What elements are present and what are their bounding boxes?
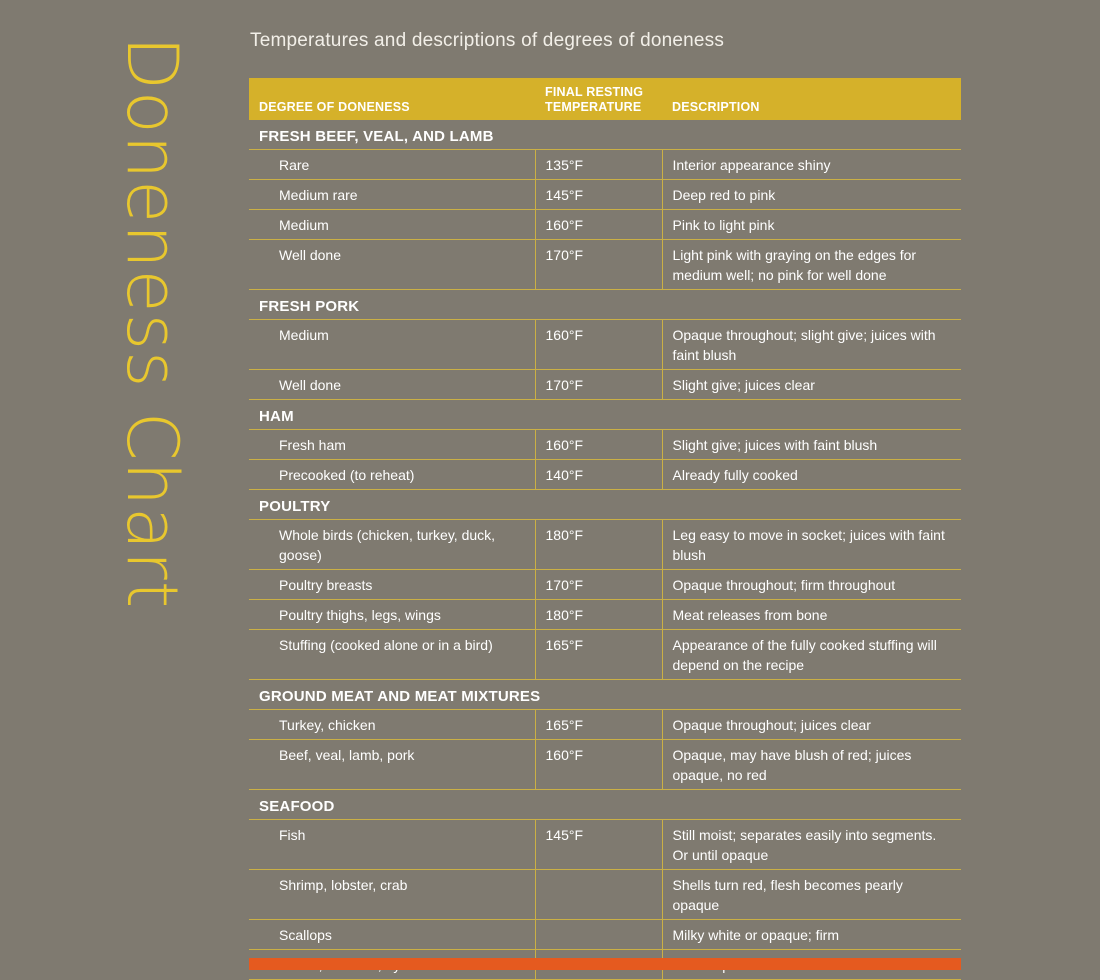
- description-cell: Already fully cooked: [662, 460, 961, 490]
- bottom-accent-bar: [249, 958, 961, 970]
- degree-cell: Poultry breasts: [249, 570, 535, 600]
- degree-cell: Well done: [249, 240, 535, 290]
- description-cell: Pink to light pink: [662, 210, 961, 240]
- temperature-cell: [535, 870, 662, 920]
- doneness-table: [249, 78, 961, 980]
- description-cell: Opaque throughout; juices clear: [662, 710, 961, 740]
- description-cell: Opaque throughout; slight give; juices with faint blush: [662, 320, 961, 370]
- degree-cell: Scallops: [249, 920, 535, 950]
- degree-cell: Well done: [249, 370, 535, 400]
- description-cell: Opaque throughout; firm throughout: [662, 570, 961, 600]
- temperature-cell: 165°F: [535, 710, 662, 740]
- table-row: [249, 710, 961, 740]
- degree-cell: Poultry thighs, legs, wings: [249, 600, 535, 630]
- column-header-temperature-line2: TEMPERATURE: [545, 100, 642, 114]
- degree-cell: Rare: [249, 150, 535, 180]
- degree-cell: Beef, veal, lamb, pork: [249, 740, 535, 790]
- temperature-cell: 145°F: [535, 820, 662, 870]
- temperature-cell: 170°F: [535, 370, 662, 400]
- table-row: [249, 460, 961, 490]
- page-title: Doneness Chart: [111, 36, 193, 610]
- description-cell: Milky white or opaque; firm: [662, 920, 961, 950]
- section-heading: GROUND MEAT AND MEAT MIXTURES: [249, 680, 961, 710]
- table-row: [249, 210, 961, 240]
- section-row-ham: [249, 400, 961, 430]
- degree-cell: Whole birds (chicken, turkey, duck, goose): [249, 520, 535, 570]
- column-header-temperature-line1: FINAL RESTING: [545, 85, 644, 99]
- degree-cell: Fish: [249, 820, 535, 870]
- temperature-cell: 135°F: [535, 150, 662, 180]
- table-row: [249, 370, 961, 400]
- table-row: [249, 820, 961, 870]
- section-row-beef: [249, 120, 961, 150]
- column-header-degree: DEGREE OF DONENESS: [249, 78, 535, 120]
- section-heading: SEAFOOD: [249, 790, 961, 820]
- column-header-temperature: [535, 78, 662, 120]
- description-cell: Opaque, may have blush of red; juices opaque, no red: [662, 740, 961, 790]
- description-cell: Slight give; juices clear: [662, 370, 961, 400]
- section-heading: POULTRY: [249, 490, 961, 520]
- section-heading: FRESH PORK: [249, 290, 961, 320]
- description-cell: Leg easy to move in socket; juices with faint blush: [662, 520, 961, 570]
- table-row: [249, 920, 961, 950]
- table-row: [249, 600, 961, 630]
- temperature-cell: 160°F: [535, 740, 662, 790]
- temperature-cell: 160°F: [535, 320, 662, 370]
- table-row: [249, 870, 961, 920]
- temperature-cell: 140°F: [535, 460, 662, 490]
- table-row: [249, 570, 961, 600]
- temperature-cell: 180°F: [535, 520, 662, 570]
- temperature-cell: 160°F: [535, 210, 662, 240]
- description-cell: Slight give; juices with faint blush: [662, 430, 961, 460]
- table-row: [249, 430, 961, 460]
- temperature-cell: [535, 920, 662, 950]
- temperature-cell: 165°F: [535, 630, 662, 680]
- table-row: [249, 150, 961, 180]
- page-subtitle: Temperatures and descriptions of degrees of doneness: [250, 30, 725, 51]
- table-row: [249, 520, 961, 570]
- section-row-pork: [249, 290, 961, 320]
- column-header-description: DESCRIPTION: [662, 78, 961, 120]
- temperature-cell: 160°F: [535, 430, 662, 460]
- section-row-poultry: [249, 490, 961, 520]
- section-row-seafood: [249, 790, 961, 820]
- description-cell: Light pink with graying on the edges for medium well; no pink for well done: [662, 240, 961, 290]
- degree-cell: Shrimp, lobster, crab: [249, 870, 535, 920]
- temperature-cell: 145°F: [535, 180, 662, 210]
- temperature-cell: 180°F: [535, 600, 662, 630]
- description-cell: Shells turn red, flesh becomes pearly opaque: [662, 870, 961, 920]
- degree-cell: Fresh ham: [249, 430, 535, 460]
- table-row: [249, 630, 961, 680]
- temperature-cell: 170°F: [535, 240, 662, 290]
- description-cell: Appearance of the fully cooked stuffing will depend on the recipe: [662, 630, 961, 680]
- description-cell: Deep red to pink: [662, 180, 961, 210]
- table-row: [249, 320, 961, 370]
- degree-cell: Stuffing (cooked alone or in a bird): [249, 630, 535, 680]
- description-cell: Still moist; separates easily into segments. Or until opaque: [662, 820, 961, 870]
- temperature-cell: 170°F: [535, 570, 662, 600]
- degree-cell: Precooked (to reheat): [249, 460, 535, 490]
- section-heading: FRESH BEEF, VEAL, AND LAMB: [249, 120, 961, 150]
- section-row-ground-meat: [249, 680, 961, 710]
- degree-cell: Turkey, chicken: [249, 710, 535, 740]
- table-row: [249, 740, 961, 790]
- degree-cell: Medium rare: [249, 180, 535, 210]
- section-heading: HAM: [249, 400, 961, 430]
- description-cell: Meat releases from bone: [662, 600, 961, 630]
- table-body: [249, 120, 961, 980]
- table-row: [249, 240, 961, 290]
- table-header-row: [249, 78, 961, 120]
- degree-cell: Medium: [249, 210, 535, 240]
- table-row: [249, 180, 961, 210]
- description-cell: Interior appearance shiny: [662, 150, 961, 180]
- degree-cell: Medium: [249, 320, 535, 370]
